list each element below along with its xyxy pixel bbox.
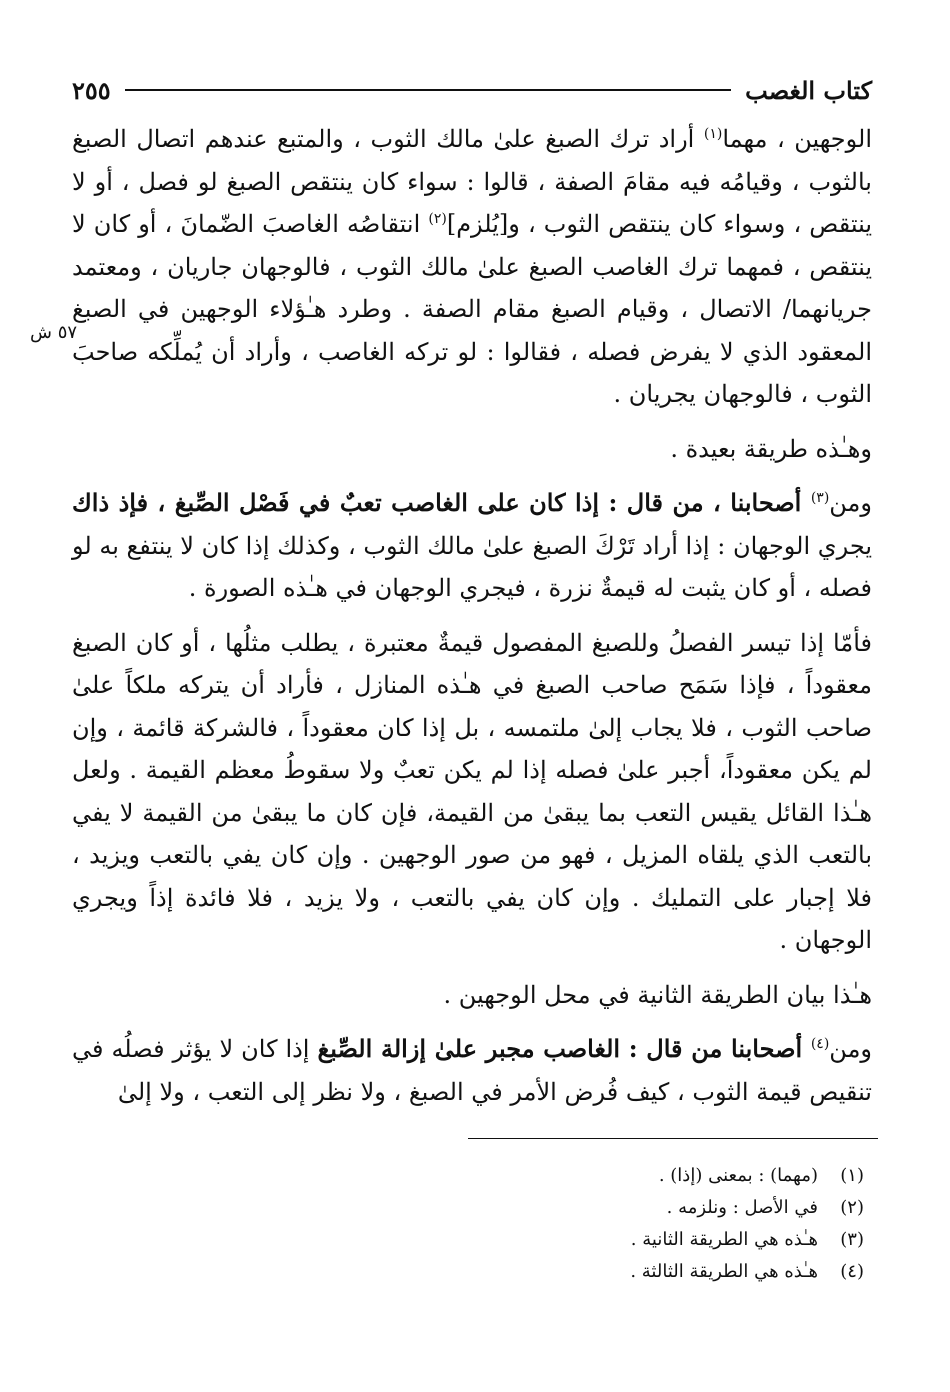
paragraph (72, 622, 872, 962)
footnote-text: هـٰذه هي الطريقة الثالثة . (630, 1261, 818, 1282)
paragraph (72, 974, 872, 1017)
main-text (72, 118, 872, 1113)
footnote-text: في الأصل : ونلزمه . (666, 1197, 818, 1218)
footnote-marker[interactable]: (٢) (428, 211, 447, 227)
footnote-item (444, 1192, 864, 1224)
text-run: انتقاصُه الغاصبَ الضّمانَ ، أو كان لا ينتقص ، فمهما ترك الغاصب الصبغ علىٰ مالك الثوب ، فالوجهان جاريان ، ومعتمد جريانهما/ الاتصال ، وقيام الصبغ مقام الصفة . وطرد هـٰؤلاء الوجهين في الصبغ المعقود الذي لا يفرض فصله ، فقالوا : لو تركه الغاصب ، وأراد أن يُملِّكه صاحبَ الثوب ، فالوجهان يجريان . (72, 210, 873, 408)
footnote-item (444, 1224, 864, 1256)
footnote-marker[interactable]: (٤) (810, 1036, 830, 1052)
footnote-marker[interactable]: (١) (703, 126, 723, 142)
paragraph (72, 428, 872, 471)
chapter-title: كتاب الغصب (745, 75, 872, 105)
manuscript-folio-note: ٥٧ ش (30, 322, 78, 343)
footnote-text: هـٰذه هي الطريقة الثانية . (630, 1229, 818, 1250)
footnote-item (444, 1256, 864, 1288)
bold-text: أصحابنا ، من قال : إذا كان على الغاصب تعبٌ في فَصْل الصِّبغ ، فإذ ذاك (72, 488, 811, 517)
paragraph (72, 1028, 872, 1113)
paragraph (72, 118, 872, 416)
text-run: وهـٰذه طريقة بعيدة . (670, 434, 872, 463)
footnote-number: (٣) (840, 1229, 864, 1250)
footnote-number: (٤) (840, 1261, 864, 1282)
text-run: ومن (829, 1035, 873, 1063)
text-run: الوجهين ، مهما (722, 125, 872, 153)
footnote-divider (468, 1138, 878, 1139)
running-header (72, 70, 872, 110)
footnote-item (444, 1160, 864, 1192)
paragraph (72, 482, 872, 610)
text-run: إذا كان لا يؤثر فصلُه في تنقيص قيمة الثوب ، كيف فُرض الأمر في الصبغ ، ولا نظر إلى التعب ، ولا إلىٰ (72, 1035, 872, 1106)
page-number: ٢٥٥ (72, 75, 111, 105)
footnote-number: (١) (840, 1165, 864, 1186)
text-run: هـٰذا بيان الطريقة الثانية في محل الوجهين . (443, 980, 872, 1009)
footnote-number: (٢) (840, 1197, 864, 1218)
footnote-marker[interactable]: (٣) (810, 490, 830, 506)
book-page (72, 70, 872, 1330)
footnotes (444, 1160, 864, 1288)
text-run: أراد ترك الصبغ علىٰ مالك الثوب ، والمتبع عندهم اتصال الصبغ بالثوب ، وقيامُه فيه مقامَ الصفة ، قالوا : سواء كان ينتقص الصبغ لو فصل ، أو لا ينتقص ، وسواء كان ينتقص الثوب ، و[يُلزم] (72, 125, 872, 238)
bold-text: أصحابنا من قال : الغاصب مجبر علىٰ إزالة الصِّبغ (317, 1034, 811, 1063)
text-run: ومن (829, 489, 872, 517)
header-rule (125, 89, 731, 91)
text-run: فأمّا إذا تيسر الفصلُ وللصبغ المفصول قيمةٌ معتبرة ، يطلب مثلُها ، أو كان الصبغ معقوداً ، فإذا سَمَح صاحب الصبغ في هـٰذه المنازل ، فأراد أن يتركه ملكاً علىٰ صاحب الثوب ، فلا يجاب إلىٰ ملتمسه ، بل إذا كان معقوداً ، فالشركة قائمة ، وإن لم يكن معقوداً، أجبر علىٰ فصله إذا لم يكن تعبٌ ولا سقوطُ معظم القيمة . ولعل هـٰذا القائل يقيس التعب بما يبقىٰ من القيمة، فإن كان ما يبقىٰ من القيمة لا يفي بالتعب الذي يلقاه المزيل ، فهو من صور الوجهين . وإن كان يفي بالتعب ويزيد ، فلا إجبار على التمليك . وإن كان يفي بالتعب ، ولا يزيد ، فلا فائدة إذاً ويجري الوجهان . (72, 628, 872, 954)
text-run: يجري الوجهان : إذا أراد تَرْكَ الصبغ علىٰ مالك الثوب ، وكذلك إذا كان لا ينتفع به لو فصله ، أو كان يثبت له قيمةٌ نزرة ، فيجري الوجهان في هـٰذه الصورة . (72, 531, 872, 602)
footnote-text: (مهما) : بمعنى (إذا) . (658, 1165, 818, 1186)
